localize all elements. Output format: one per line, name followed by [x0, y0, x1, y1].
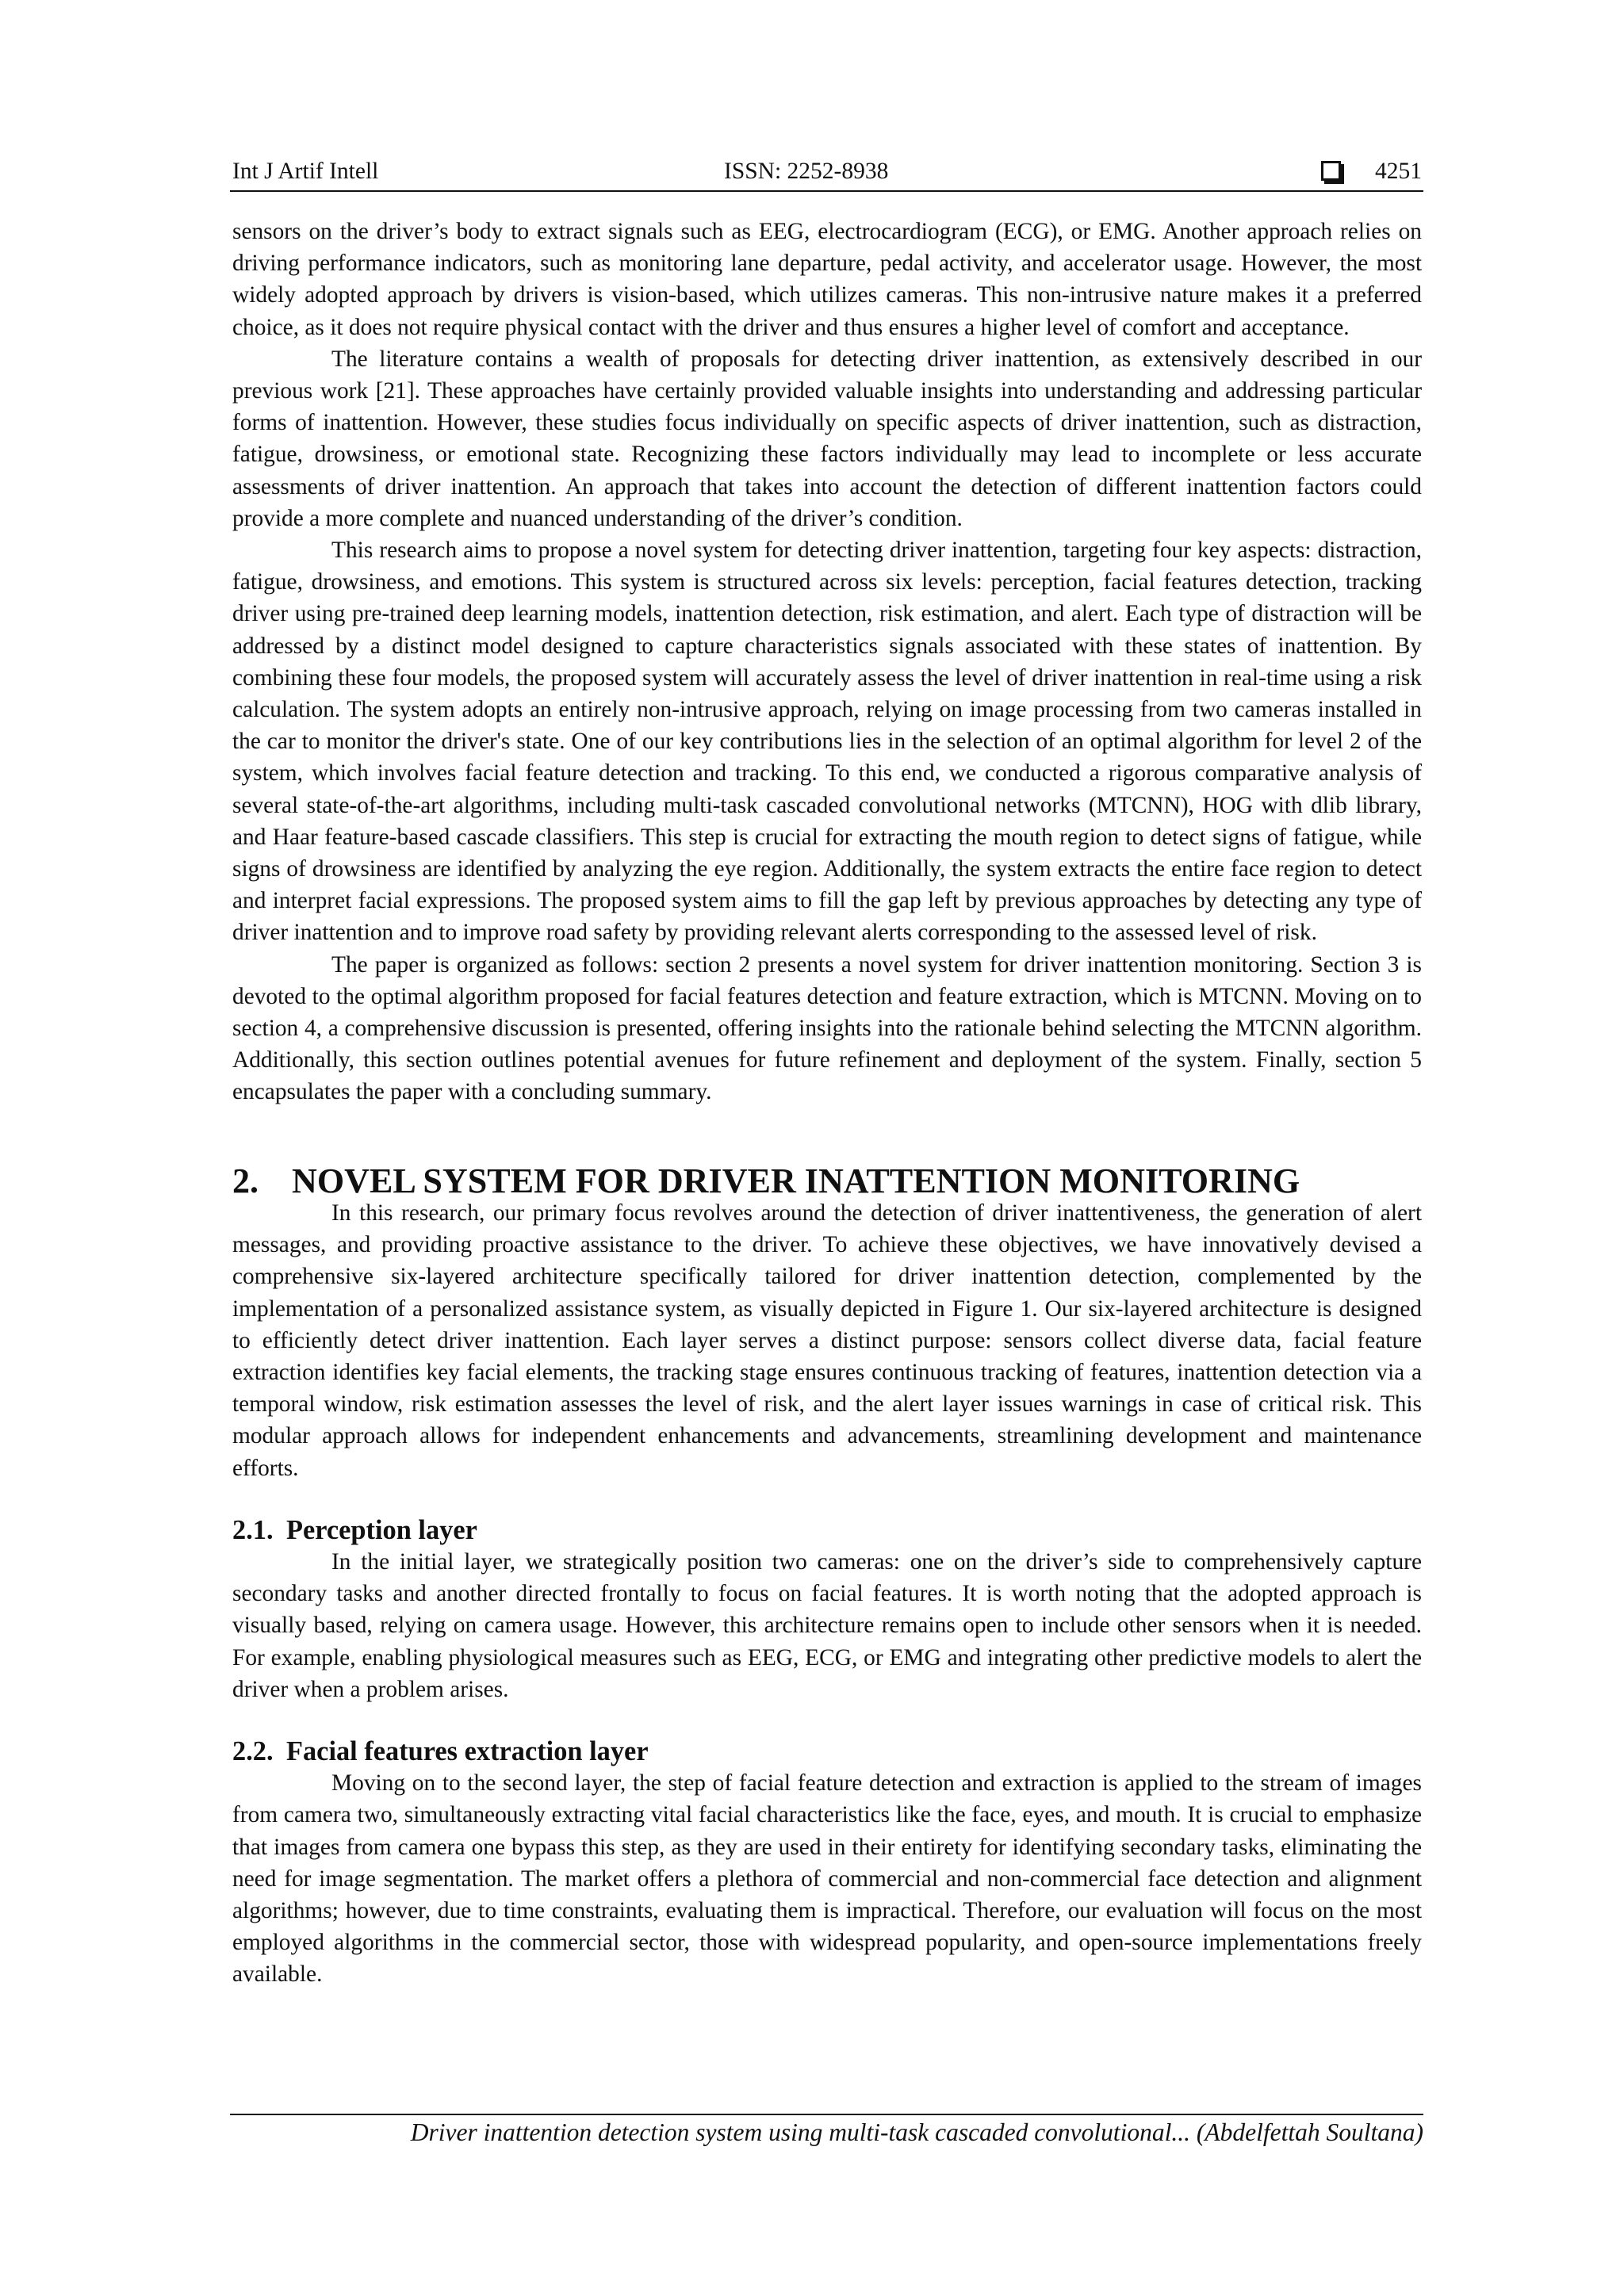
paragraph-3: This research aims to propose a novel system for detecting driver inattention, targeting four key aspects: distraction, fatigue, drowsiness, and emotions. This system is structured across six levels: perception, facial features detection, tracking driver using pre-trained deep learning models, inattention detection, risk estimation, and alert. Each type of distraction will be addressed by a distinct model designed to capture characteristics signals associated with these states of inattention. By combining these four models, the proposed system will accurately assess the level of driver inattention in real-time using a risk calculation. The system adopts an entirely non-intrusive approach, relying on image processing from two cameras installed in the car to monitor the driver's state. One of our key contributions lies in the selection of an optimal algorithm for level 2 of the system, which involves facial feature detection and tracking. To this end, we conducted a rigorous comparative analysis of several state-of-the-art algorithms, including multi-task cascaded convolutional networks (MTCNN), HOG with dlib library, and Haar feature-based cascade classifiers. This step is crucial for extracting the mouth region to detect signs of fatigue, while signs of drowsiness are identified by analyzing the eye region. Additionally, the system extracts the entire face region to detect and interpret facial expressions. The proposed system aims to fill the gap left by previous approaches by detecting any type of driver inattention and to improve road safety by providing relevant alerts corresponding to the assessed level of risk.: [232, 538, 1422, 946]
section-2-1-heading: [232, 1484, 1422, 1546]
paragraph-5: In this research, our primary focus revolves around the detection of driver inattentiveness, the generation of alert messages, and providing proactive assistance to the driver. To achieve these objectives, we have innovatively devised a comprehensive six-layered architecture specifically tailored for driver inattention detection, complemented by the implementation of a personalized assistance system, as visually depicted in Figure 1. Our six-layered architecture is designed to efficiently detect driver inattention. Each layer serves a distinct purpose: sensors collect diverse data, facial feature extraction identifies key facial elements, the tracking stage ensures continuous tracking of features, inattention detection via a temporal window, risk estimation assesses the level of risk, and the alert layer issues warnings in case of critical risk. This modular approach allows for independent enhancements and advancements, streamlining development and maintenance efforts.: [232, 1200, 1422, 1481]
header-rule: [230, 190, 1423, 192]
paragraph-2: The literature contains a wealth of proposals for detecting driver inattention, as extensively described in our previous work [21]. These approaches have certainly provided valuable insights into understanding and addressing particular forms of inattention. However, these studies focus individually on specific aspects of driver inattention, such as distraction, fatigue, drowsiness, or emotional state. Recognizing these factors individually may lead to incomplete or less accurate assessments of driver inattention. An approach that takes into account the detection of different inattention factors could provide a more complete and nuanced understanding of the driver’s condition.: [232, 346, 1422, 531]
paragraph-7: Moving on to the second layer, the step of facial feature detection and extraction is applied to the stream of images from camera two, simultaneously extracting vital facial characteristics like the face, eyes, and mouth. It is crucial to emphasize that images from camera one bypass this step, as they are used in their entirety for identifying secondary tasks, eliminating the need for image segmentation. The market offers a plethora of commercial and non-commercial face detection and alignment algorithms; however, due to time constraints, evaluating them is impractical. Therefore, our evaluation will focus on the most employed algorithms in the commercial sector, those with widespread popularity, and open-source implementations freely available.: [232, 1770, 1422, 1988]
page-header: [232, 155, 1422, 192]
section-title: Facial features extraction layer: [286, 1735, 649, 1766]
paragraph-6: In the initial layer, we strategically position two cameras: one on the driver’s side to comprehensively capture secondary tasks and another directed frontally to focus on facial features. It is worth noting that the adopted approach is visually based, relying on camera usage. However, this architecture remains open to include other sensors when it is needed. For example, enabling physiological measures such as EEG, ECG, or EMG and integrating other predictive models to alert the driver when a problem arises.: [232, 1548, 1422, 1702]
section-title: Perception layer: [286, 1514, 477, 1545]
section-title: NOVEL SYSTEM FOR DRIVER INATTENTION MONITORING: [292, 1161, 1300, 1200]
page-body: [232, 216, 1422, 1991]
square-bullet-icon: [1321, 161, 1341, 181]
footer-rule: [230, 2114, 1423, 2115]
page-number: 4251: [1375, 159, 1422, 184]
journal-name: Int J Artif Intell: [232, 159, 379, 184]
paragraph-1: sensors on the driver’s body to extract signals such as EEG, electrocardiogram (ECG), or EMG. Another approach relies on driving performance indicators, such as monitoring lane departure, pedal activity, and accelerator usage. However, the most widely adopted approach by drivers is vision-based, which utilizes cameras. This non-intrusive nature makes it a preferred choice, as it does not require physical contact with the driver and thus ensures a higher level of comfort and acceptance.: [232, 219, 1422, 340]
section-number: 2.: [232, 1161, 259, 1200]
paragraph-4: The paper is organized as follows: section 2 presents a novel system for driver inattention monitoring. Section 3 is devoted to the optimal algorithm proposed for facial features detection and feature extraction, which is MTCNN. Moving on to section 4, a comprehensive discussion is presented, offering insights into the rationale behind selecting the MTCNN algorithm. Additionally, this section outlines potential avenues for future refinement and deployment of the system. Finally, section 5 encapsulates the paper with a concluding summary.: [232, 951, 1422, 1105]
running-footer: Driver inattention detection system using multi-task cascaded convolutional... (Abdelfettah Soultana): [410, 2118, 1423, 2146]
issn: ISSN: 2252-8938: [724, 159, 889, 184]
section-number: 2.2.: [232, 1735, 274, 1766]
section-2-heading: [232, 1108, 1422, 1200]
section-number: 2.1.: [232, 1514, 274, 1545]
section-2-2-heading: [232, 1705, 1422, 1767]
